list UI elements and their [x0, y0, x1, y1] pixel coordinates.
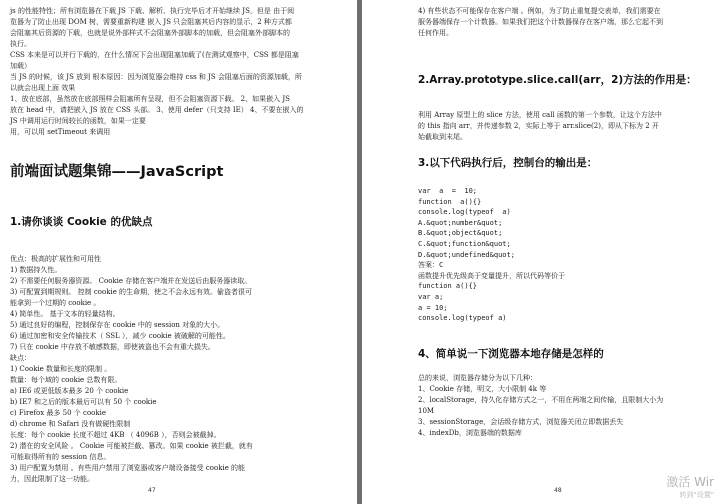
- page-number: 47: [148, 487, 156, 494]
- slice-text: 利用 Array 原型上的 slice 方法，使用 call 函数的第一个参数，让这个方法中 的 this 指向 arr，并传递参数 2，实际上等于 arr.slice(2)，即从下标为 2 开 始截取到末尾。: [418, 111, 662, 141]
- cookie-answer: [10, 254, 253, 485]
- question-3-heading: 3.以下代码执行后，控制台的输出是：: [418, 157, 598, 169]
- question-4-heading: 4、简单说一下浏览器本地存储是怎样的: [418, 348, 604, 360]
- slice-answer: [418, 110, 662, 143]
- windows-activation-watermark: 激活 Wir 转到"设置": [666, 475, 714, 499]
- page-48: [362, 0, 720, 504]
- page-47: [0, 0, 357, 504]
- code-snippet: [418, 186, 565, 324]
- storage-answer: [418, 373, 663, 439]
- cookie-continued-text: 4) 有些状态不可能保存在客户端 。例如，为了防止重复提交表单，我们需要在 服务器端保存一个计数器。如果我们把这个计数器保存在客户端，那么它起不到 任何作用。: [418, 7, 663, 37]
- section-title: 前端面试题集锦——JavaScript: [10, 164, 224, 180]
- storage-text: 总的来说，浏览器存储分为以下几种： 1、Cookie 存储，明文，大小限制 4k 等 2、localStorage，持久化存储方式之一，不用在两端之间传输，且限制大小为 10M 3、sessionStorage，会话级存储方式，浏览器关闭立即数据丢失 4、indexDb，浏览器端的数据库: [418, 374, 664, 437]
- question-2-heading: 2.Array.prototype.slice.call(arr，2)方法的作用是：: [418, 74, 697, 86]
- cookie-continued: [418, 6, 663, 39]
- question-1-heading: 1.请你谈谈 Cookie 的优缺点: [10, 216, 153, 228]
- code-text: var a = 10; function a(){} console.log(typeof a) A.&quot;number&quot; B.&quot;object&quot; C.&quot;function&quot; D.&quot;undefined&quot; 答案：C 函数提升优先级高于变量提升，所以代码等价于 function a(){} var a; a = 10; console.log(typeof a): [418, 187, 565, 323]
- cookie-text: 优点：极高的扩展性和可用性 1) 数据持久性。 2) 不需要任何服务器资源。 Cookie 存储在客户端并在发送后由服务器读取。 3) 可配置到期规则。 控制 cookie 的生命期，使之不会永远有效。偷盗者很可 能拿到一个过期的 cookie 。 4) 简单性。 基于文本的轻量结构。 5) 通过良好的编程，控制保存在 cookie 中的 session 对象的大小。 6) 通过加密和安全传输技术（ SSL ），减少 cookie 被破解的可能性。 7) 只在 cookie 中存放不敏感数据，即使被盗也不会有重大损失。 缺点： 1) Cookie 数量和长度的限制 。 数量：每个域的 cookie 总数有限。 a) IE6 或更低版本最多 20 个 cookie b) IE7 和之后的版本最后可以有 50 个 cookie c) Firefox 最多 50 个 cookie d) chrome 和 Safari 没有做硬性限制 长度：每个 cookie 长度不超过 4KB （ 4096B ），否则会被截掉。 2) 潜在的安全风险 。 Cookie 可能被拦截、篡改。如果 cookie 被拦截，就有 可能取得所有的 session 信息。 3) 用户配置为禁用 。有些用户禁用了浏览器或客户端设备接受 cookie 的能 力，因此限制了这一功能。: [10, 255, 253, 483]
- page-number: 48: [554, 487, 562, 494]
- intro-paragraph: [10, 6, 303, 138]
- intro-text: js 的性能特性；所有浏览器在下载 JS 下载、解析、执行完毕后才开始继续 JS，但是 由于阅 览器为了防止出现 DOM 树，需要重新构建 嵌入 JS 只会阻塞其后内容的显示，2 种方式都 会阻塞其后资源的下载，也就是说外部样式不会阻塞外部脚本的加载，但会阻塞外部脚本的 执行。 CSS 本来是可以并行下载的，在什么情况下会出现阻塞加载了(在测试观察中，CSS 都是阻塞 加载） 当 JS 的时候，该 JS 放到 根本原因：因为浏览器会维持 css 和 JS 会阻塞后面的资源加载，所 以就会出现上面 效果 1、放在底部，虽然放在底部照样会阻塞所有呈现，但不会阻塞资源下载。 2、如果嵌入 JS 放在 head 中，请把嵌入 JS 放在 CSS 头部。 3、使用 defer（只支持 IE） 4、不要在嵌入的 JS 中调用运行时间较长的函数，如果一定要 用，可以用 setTimeout 来调用: [10, 7, 304, 136]
